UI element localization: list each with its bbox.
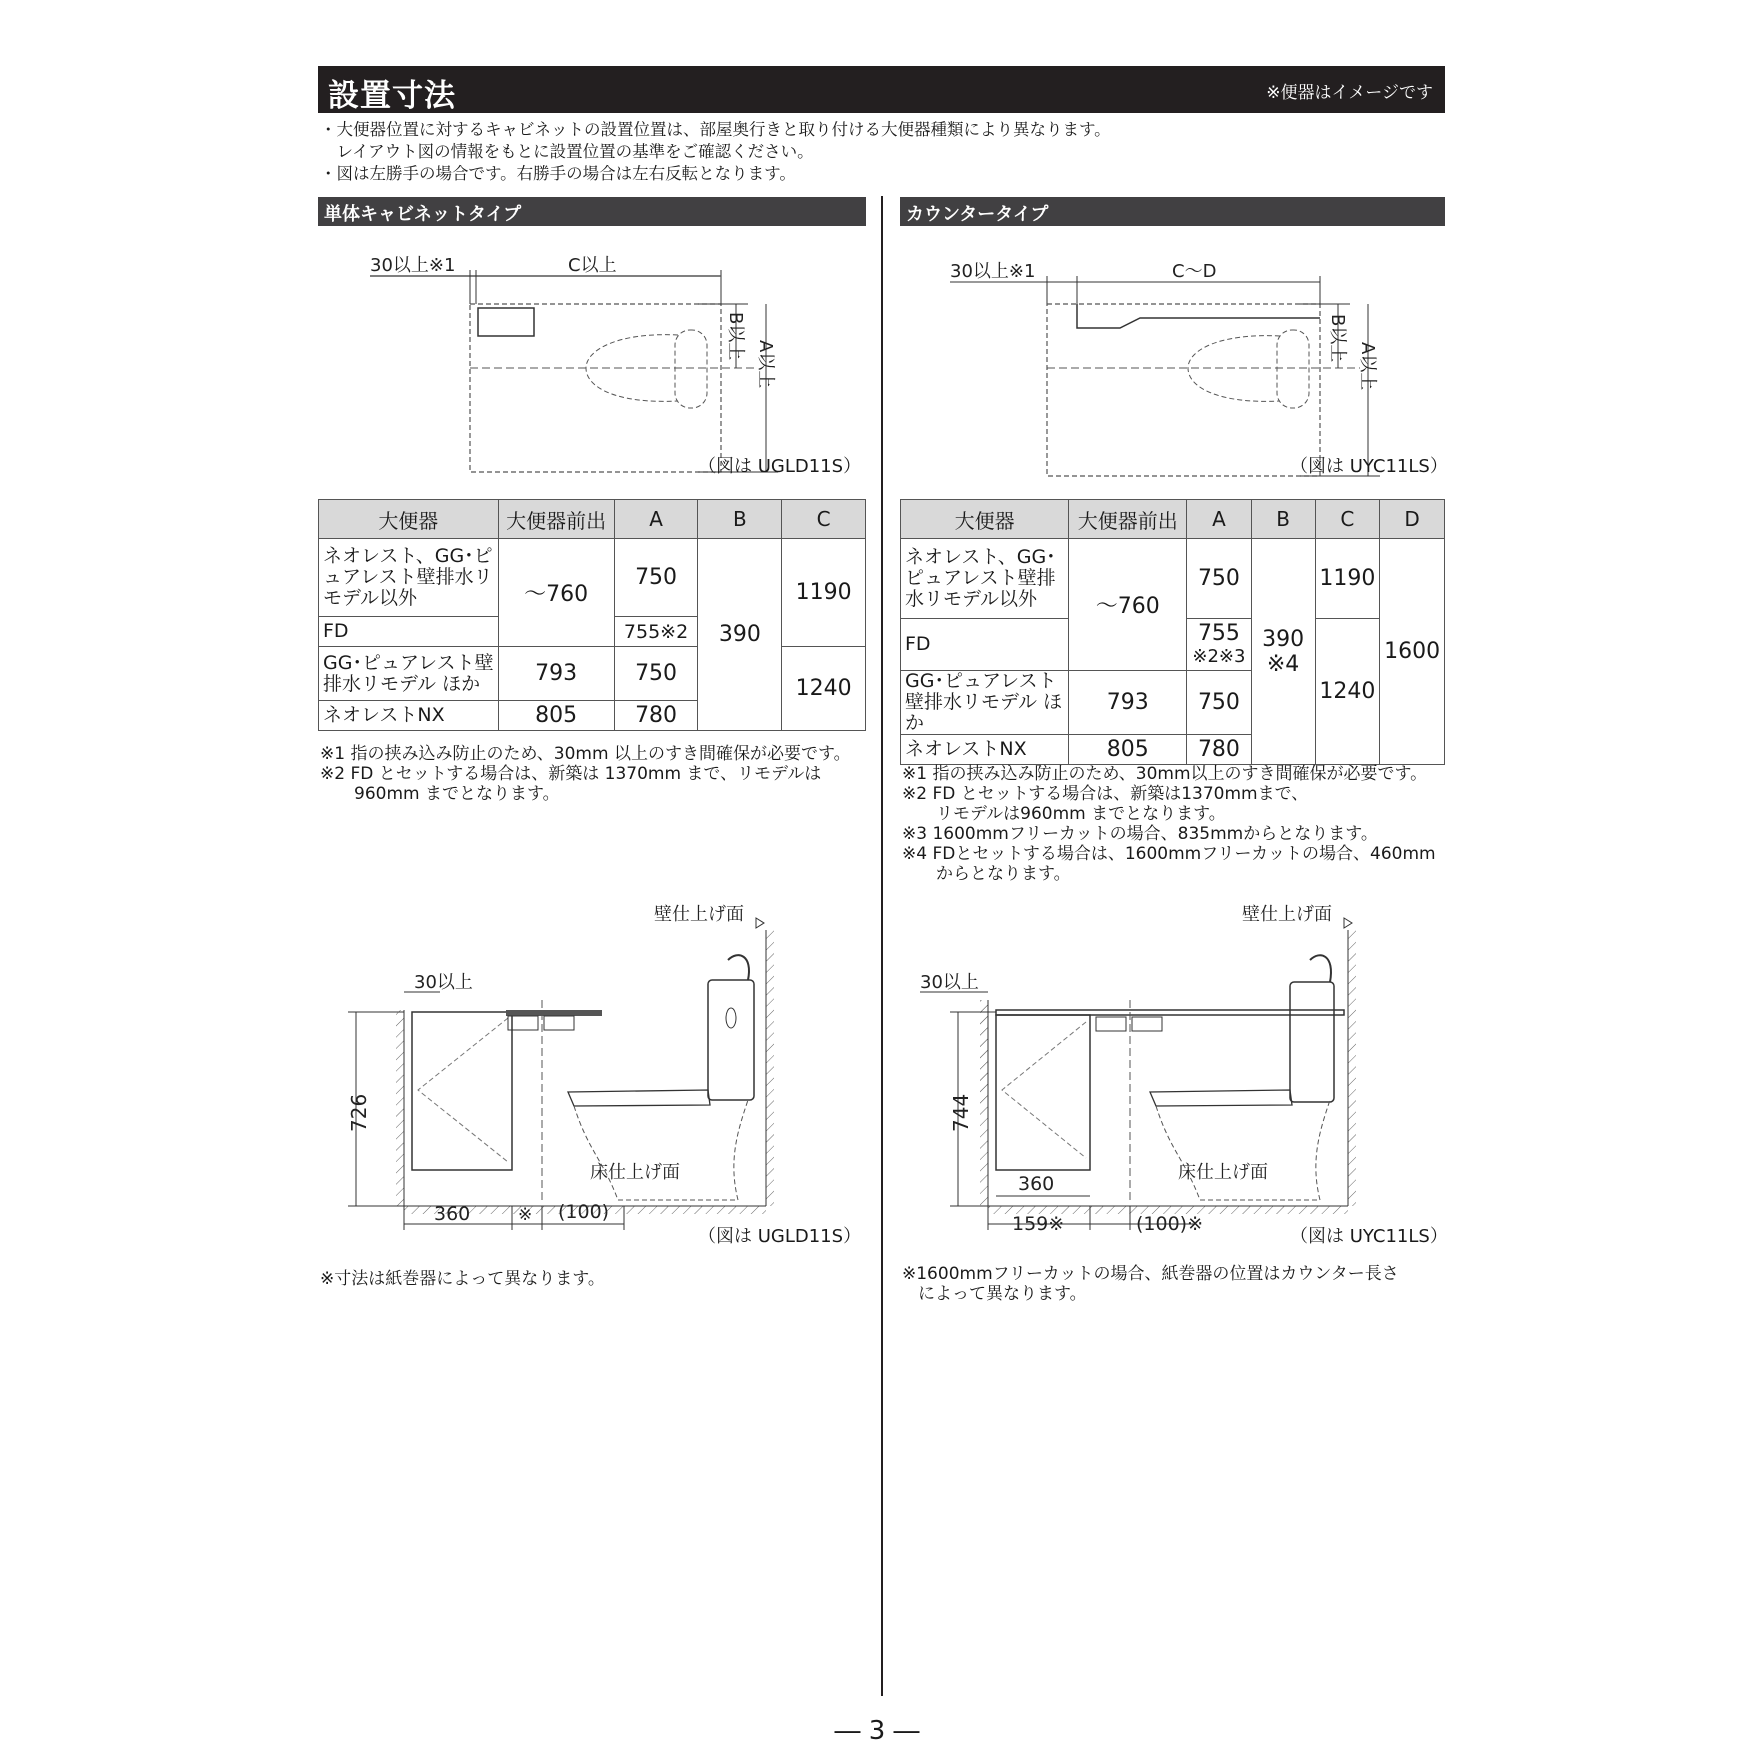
note-line: ※4 FDとセットする場合は、1600mmフリーカットの場合、460mm — [902, 844, 1436, 864]
right-notes — [902, 764, 1436, 884]
table-cell: ネオレスト、GG･ピュアレスト壁排水リモデル以外 — [901, 539, 1069, 619]
wall-finish-label: 壁仕上げ面 — [654, 904, 744, 925]
intro-line-1: ・大便器位置に対するキャビネットの設置位置は、部屋奥行きと取り付ける大便器種類により異なります。 — [320, 120, 1111, 139]
a-note: ※2※3 — [1192, 645, 1246, 667]
image-note: ※便器はイメージです — [1266, 83, 1433, 103]
col-header: C — [782, 500, 866, 539]
table-cell: 1240 — [782, 647, 866, 731]
intro-line-2: レイアウト図の情報をもとに設置位置の基準をご確認ください。 — [320, 142, 814, 161]
right-plan-diagram — [900, 246, 1445, 486]
note-line: からとなります。 — [936, 864, 1071, 884]
elev-dim-top: 30以上 — [414, 972, 473, 993]
col-header: A — [614, 500, 698, 539]
table-cell: 793 — [498, 647, 614, 701]
plan-dim-a: A以上 — [1357, 342, 1378, 391]
table-cell: 750 — [614, 647, 698, 701]
col-header: C — [1315, 500, 1380, 539]
note-line: ※2 FD とセットする場合は、新築は 1370mm まで、リモデルは — [320, 764, 822, 784]
col-header: A — [1187, 500, 1252, 539]
plan-dim-gap: 30以上※1 — [950, 261, 1036, 282]
table-cell: 805 — [1069, 735, 1187, 765]
note-line: ※2 FD とセットする場合は、新築は1370mmまで、 — [902, 784, 1309, 804]
table-cell: 1190 — [782, 539, 866, 647]
elev-dim-height: 744 — [949, 1093, 973, 1132]
elev-dim-gap: 159※ — [1012, 1213, 1065, 1235]
elev-dim-cabinet: 360 — [434, 1203, 471, 1225]
table-cell: 750 — [1187, 539, 1252, 619]
right-elev-caption: （図は UYC11LS） — [1290, 1226, 1448, 1247]
note-line: ※3 1600mmフリーカットの場合、835mmからとなります。 — [902, 824, 1378, 844]
right-elevation-diagram — [900, 900, 1445, 1240]
left-plan-caption: （図は UGLD11S） — [698, 456, 862, 477]
right-footnote — [902, 1264, 1399, 1304]
elev-dim-gap: ※ — [518, 1205, 533, 1225]
elev-dim-top: 30以上 — [920, 972, 979, 993]
left-heading-text: 単体キャビネットタイプ — [324, 204, 522, 225]
plan-dim-b: B以上 — [725, 312, 746, 361]
elev-dim-front: (100) — [558, 1201, 610, 1223]
page-title: 設置寸法 — [328, 78, 456, 114]
table-cell: 750 — [1187, 671, 1252, 735]
table-cell: ネオレストNX — [901, 735, 1069, 765]
col-header: 大便器前出 — [498, 500, 614, 539]
right-plan-caption: （図は UYC11LS） — [1290, 456, 1448, 477]
table-cell: 1190 — [1315, 539, 1380, 619]
table-cell: 755※2 — [614, 617, 698, 647]
table-cell: ～760 — [498, 539, 614, 647]
table-cell: 390 — [698, 539, 782, 731]
note-line: ※1 指の挟み込み防止のため、30mm 以上のすき間確保が必要です。 — [320, 744, 851, 764]
table-cell: FD — [319, 617, 499, 647]
floor-finish-label: 床仕上げ面 — [590, 1162, 680, 1183]
right-heading-text: カウンタータイプ — [906, 204, 1049, 225]
plan-dim-gap: 30以上※1 — [370, 255, 456, 276]
floor-finish-label: 床仕上げ面 — [1178, 1162, 1268, 1183]
left-elevation-diagram — [318, 900, 878, 1240]
left-elev-caption: （図は UGLD11S） — [698, 1226, 862, 1247]
table-cell — [1251, 539, 1315, 765]
col-header: 大便器 — [319, 500, 499, 539]
page-number: ― 3 ― — [834, 1716, 920, 1746]
table-cell: 793 — [1069, 671, 1187, 735]
left-section-heading — [318, 197, 866, 226]
elev-dim-cabinet: 360 — [1018, 1173, 1055, 1195]
elev-dim-height: 726 — [347, 1093, 371, 1132]
left-footnote: ※寸法は紙巻器によって異なります。 — [320, 1269, 605, 1289]
table-cell: 1600 — [1380, 539, 1445, 765]
left-notes — [320, 744, 851, 804]
table-cell — [1187, 619, 1252, 671]
right-spec-table — [900, 499, 1445, 765]
intro-line-3: ・図は左勝手の場合です。右勝手の場合は左右反転となります。 — [320, 164, 796, 183]
plan-dim-cd: C～D — [1172, 261, 1217, 282]
table-cell: 780 — [614, 701, 698, 731]
left-plan-diagram — [318, 240, 878, 480]
note-line: リモデルは960mm までとなります。 — [936, 804, 1226, 824]
col-header: B — [698, 500, 782, 539]
table-cell: ～760 — [1069, 539, 1187, 671]
table-cell: 780 — [1187, 735, 1252, 765]
table-cell: ネオレストNX — [319, 701, 499, 731]
col-header: 大便器前出 — [1069, 500, 1187, 539]
wall-finish-label: 壁仕上げ面 — [1242, 904, 1332, 925]
b-note: ※4 — [1266, 651, 1300, 677]
b-value: 390 — [1262, 626, 1305, 652]
table-cell: 805 — [498, 701, 614, 731]
note-line: ※1 指の挟み込み防止のため、30mm以上のすき間確保が必要です。 — [902, 764, 1428, 784]
note-line: 960mm までとなります。 — [354, 784, 560, 804]
table-cell: GG･ピュアレスト壁排水リモデル ほか — [319, 647, 499, 701]
right-section-heading — [900, 197, 1445, 226]
col-header: B — [1251, 500, 1315, 539]
left-spec-table — [318, 499, 866, 731]
a-value: 755 — [1197, 620, 1240, 646]
note-line: によって異なります。 — [918, 1284, 1087, 1304]
table-cell: ネオレスト、GG･ピュアレスト壁排水リモデル以外 — [319, 539, 499, 617]
table-cell: FD — [901, 619, 1069, 671]
table-cell: 750 — [614, 539, 698, 617]
table-cell: GG･ピュアレスト壁排水リモデル ほか — [901, 671, 1069, 735]
section-title-bar — [318, 66, 1445, 113]
plan-dim-b: B以上 — [1327, 314, 1348, 363]
plan-dim-c: C以上 — [568, 255, 617, 276]
elev-dim-front: (100)※ — [1136, 1213, 1204, 1235]
table-cell: 1240 — [1315, 619, 1380, 765]
note-line: ※1600mmフリーカットの場合、紙巻器の位置はカウンター長さ — [902, 1264, 1399, 1284]
column-divider — [881, 196, 883, 1696]
plan-dim-a: A以上 — [755, 340, 776, 389]
col-header: 大便器 — [901, 500, 1069, 539]
col-header: D — [1380, 500, 1445, 539]
